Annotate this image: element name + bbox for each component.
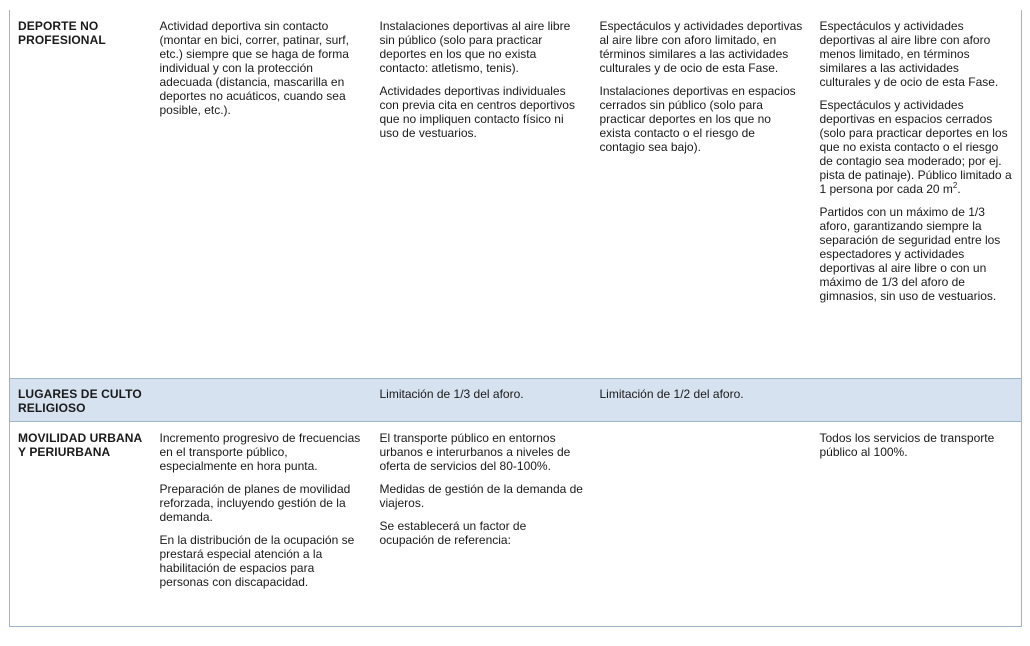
table-row-culto [10,379,1022,422]
table-cell [592,379,812,422]
cell-paragraph: En la distribución de la ocupación se prestará especial atención a la habilitación de espacios para personas con discapacidad. [159,533,355,589]
table-cell [152,422,372,627]
cell-paragraph [820,98,1014,196]
table-cell [812,379,1022,422]
cell-paragraph: Preparación de planes de movilidad reforzada, incluyendo gestión de la demanda. [159,482,351,524]
superscript: 2 [952,181,958,190]
cell-paragraph: Se establecerá un factor de ocupación de referencia: [379,519,527,547]
cell-text: . [957,182,961,196]
measures-table [9,10,1022,627]
cell-paragraph: Limitación de 1/3 del aforo. [379,387,524,401]
cell-paragraph: Espectáculos y actividades deportivas al aire libre con aforo menos limitado, en términos similares a las actividades culturales y de ocio de esta Fase. [819,19,999,89]
cell-paragraph: Partidos con un máximo de 1/3 aforo, garantizando siempre la separación de seguridad entre los espectadores y actividades deportivas al aire libre o con un máximo de 1/3 del aforo de gimnasios, sin uso de vestuarios. [819,205,1001,303]
row-label: MOVILIDAD URBANA Y PERIURBANA [18,431,142,459]
table-row-deporte [10,10,1022,379]
table-cell [152,10,372,379]
cell-paragraph: Actividad deportiva sin contacto (montar en bici, correr, patinar, surf, etc.) siempre que se haga de forma individual y con la protección adecuada (distancia, mascarilla en deportes no acuáticos, cuando sea posible, etc.). [159,19,349,117]
cell-paragraph: Todos los servicios de transporte público al 100%. [819,431,995,459]
table-cell [812,10,1022,379]
table-row-movilidad [10,422,1022,627]
cell-paragraph: Medidas de gestión de la demanda de viajeros. [379,482,583,510]
row-label: LUGARES DE CULTO RELIGIOSO [10,379,152,422]
cell-paragraph: Incremento progresivo de frecuencias en el transporte público, especialmente en hora punta. [159,431,361,473]
table-cell [372,379,592,422]
cell-paragraph: El transporte público en entornos urbanos e interurbanos a niveles de oferta de servicios del 80-100%. [379,431,571,473]
cell-paragraph: Instalaciones deportivas al aire libre sin público (solo para practicar deportes en los que no exista contacto: atletismo, tenis). [379,19,571,75]
table-cell [372,422,592,627]
table-cell [372,10,592,379]
cell-paragraph: Espectáculos y actividades deportivas al aire libre con aforo limitado, en términos similares a las actividades culturales y de ocio de esta Fase. [599,19,803,75]
cell-paragraph: Instalaciones deportivas en espacios cerrados sin público (solo para practicar deportes en los que no exista contacto o el riesgo de contagio sea bajo). [599,84,796,154]
table-cell [812,422,1022,627]
cell-text: Espectáculos y actividades deportivas en espacios cerrados (solo para practicar deportes en los que no exista contacto o el riesgo de contagio sea moderado; por ej. pista de patinaje). Público limitado a 1 persona por cada 20 m [819,98,1012,196]
table-cell [592,422,812,627]
table-cell [592,10,812,379]
cell-paragraph: Limitación de 1/2 del aforo. [599,387,744,401]
table-cell [152,379,372,422]
cell-paragraph: Actividades deportivas individuales con previa cita en centros deportivos que no impliquen contacto físico ni uso de vestuarios. [379,84,575,140]
row-label: DEPORTE NO PROFESIONAL [18,19,106,47]
